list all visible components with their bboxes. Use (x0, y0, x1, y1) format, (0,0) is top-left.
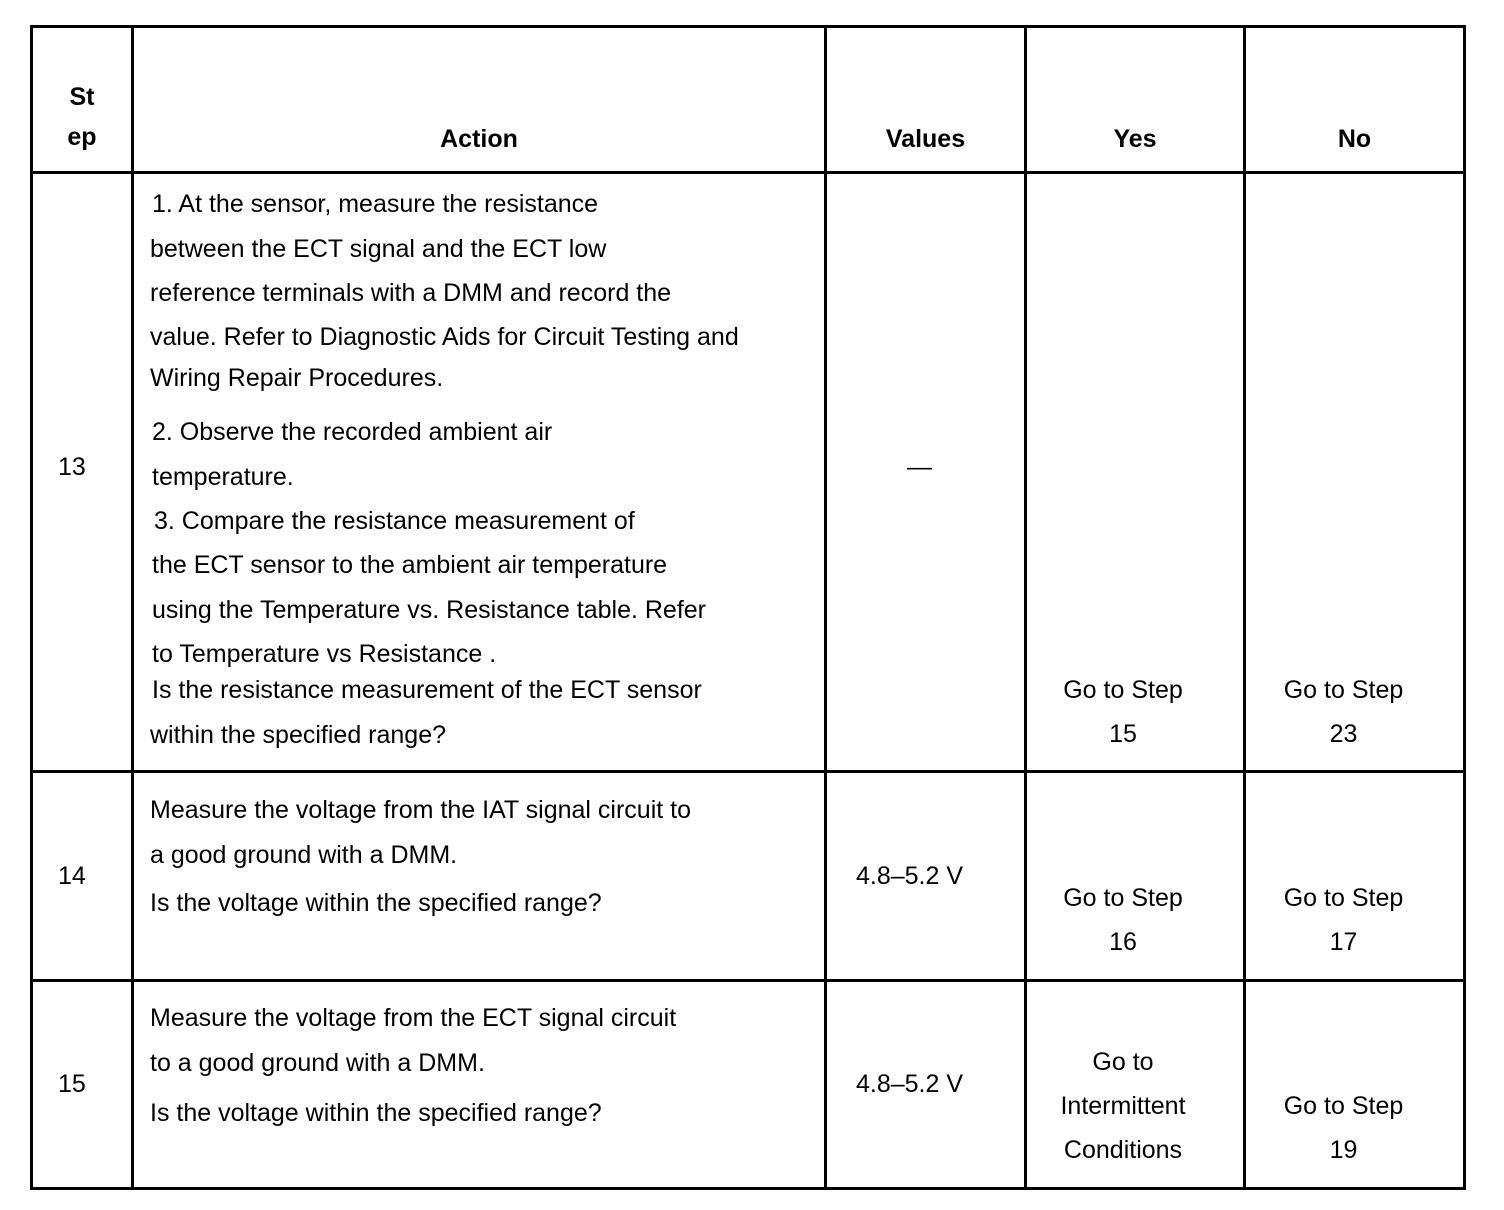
table-border-left (30, 25, 33, 1190)
no-line: Go to Step (1283, 1092, 1404, 1120)
no-line: 23 (1329, 720, 1358, 748)
action-line: Measure the voltage from the IAT signal circuit to (150, 796, 691, 824)
column-divider (131, 25, 134, 1190)
no-cell (1246, 668, 1441, 756)
yes-line: Go to Step (1063, 884, 1183, 912)
header-yes: Yes (1113, 125, 1157, 153)
step-number: 15 (58, 1070, 86, 1098)
yes-line: Intermittent (1060, 1092, 1186, 1120)
yes-line: Conditions (1063, 1136, 1183, 1164)
header-divider (30, 171, 1466, 174)
action-line: 3. Compare the resistance measurement of (154, 507, 635, 535)
action-line: to a good ground with a DMM. (150, 1049, 485, 1077)
yes-line: 15 (1109, 720, 1137, 748)
header-action: Action (440, 125, 518, 153)
yes-line: Go to (1092, 1048, 1154, 1076)
no-line: 17 (1329, 928, 1358, 956)
yes-cell (1027, 1040, 1219, 1172)
action-line: Measure the voltage from the ECT signal circuit (150, 1004, 677, 1032)
action-line: value. Refer to Diagnostic Aids for Circuit Testing and (150, 323, 739, 351)
header-no: No (1337, 125, 1372, 153)
row-divider (30, 979, 1466, 982)
header-step (33, 77, 131, 157)
table-border-bottom (30, 1187, 1466, 1190)
action-line: reference terminals with a DMM and record the (150, 279, 672, 307)
no-line: 19 (1329, 1136, 1358, 1164)
yes-cell (1027, 668, 1219, 756)
yes-line: 16 (1109, 928, 1137, 956)
no-cell (1246, 1084, 1441, 1172)
row-divider (30, 770, 1466, 773)
action-line: Is the voltage within the specified range? (150, 889, 602, 917)
action-line: 2. Observe the recorded ambient air (152, 418, 553, 446)
no-line: Go to Step (1283, 884, 1404, 912)
header-step-line: ep (67, 123, 97, 151)
action-line: 1. At the sensor, measure the resistance (152, 190, 599, 218)
action-line: to Temperature vs Resistance . (152, 640, 497, 668)
value-cell: — (907, 453, 932, 481)
no-cell (1246, 876, 1441, 964)
value-cell: 4.8–5.2 V (856, 1070, 964, 1098)
header-step-line: St (69, 83, 95, 111)
action-line: within the specified range? (150, 721, 447, 749)
no-line: Go to Step (1283, 676, 1404, 704)
table-border-right (1463, 25, 1466, 1190)
step-number: 13 (58, 453, 86, 481)
diagnostic-table (30, 25, 1466, 1190)
action-line: Is the voltage within the specified range? (150, 1099, 602, 1127)
yes-line: Go to Step (1063, 676, 1183, 704)
action-line: using the Temperature vs. Resistance table. Refer (152, 596, 706, 624)
column-divider (1024, 25, 1027, 1190)
column-divider (1243, 25, 1246, 1190)
table-border-top (30, 25, 1466, 28)
action-line: the ECT sensor to the ambient air temperature (152, 551, 668, 579)
action-line: Is the resistance measurement of the ECT sensor (152, 676, 702, 704)
header-values: Values (885, 125, 966, 153)
step-number: 14 (58, 862, 86, 890)
yes-cell (1027, 876, 1219, 964)
action-line: between the ECT signal and the ECT low (150, 235, 607, 263)
column-divider (824, 25, 827, 1190)
action-line: temperature. (152, 463, 294, 491)
action-line: a good ground with a DMM. (150, 841, 458, 869)
action-line: Wiring Repair Procedures. (150, 364, 444, 392)
value-cell: 4.8–5.2 V (856, 862, 964, 890)
